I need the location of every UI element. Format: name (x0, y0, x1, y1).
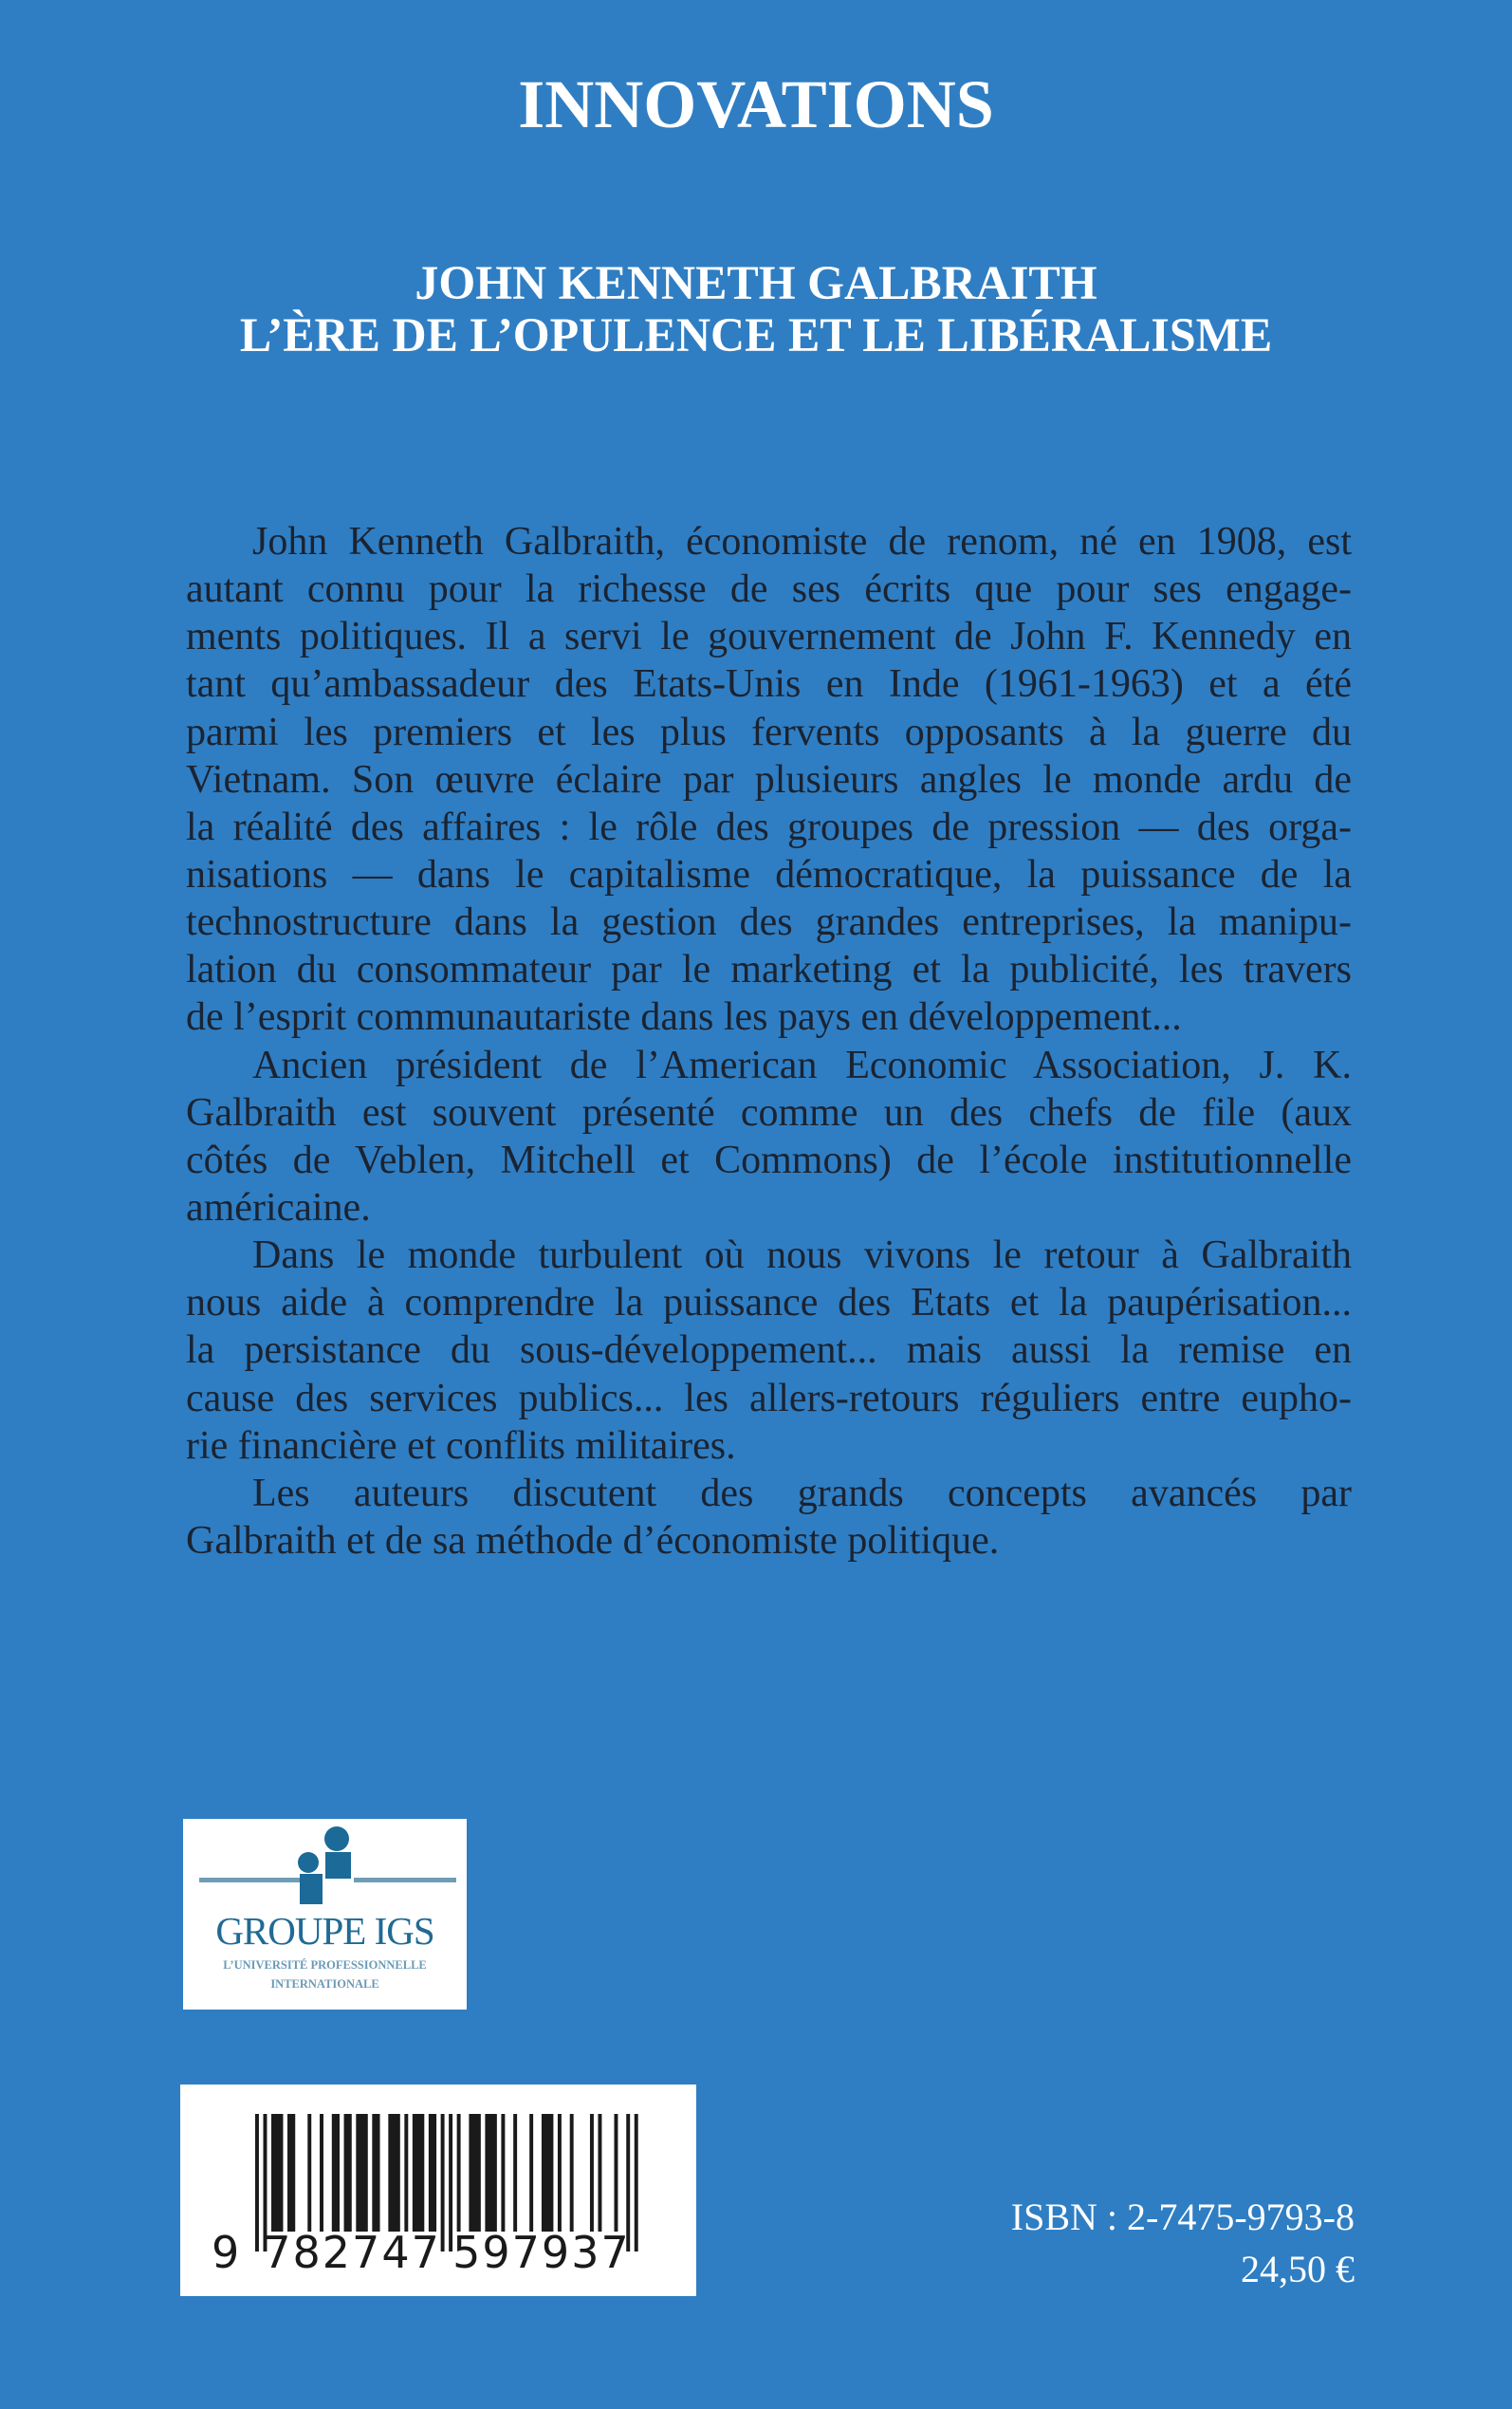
blurb-line: Dans le monde turbulent où nous vivons le retour à Galbraith (252, 1233, 1352, 1278)
blurb-line: côtés de Veblen, Mitchell et Commons) de l’école institutionnelle (186, 1138, 1352, 1182)
blurb-line: tant qu’ambassadeur des Etats-Unis en Inde (1961-1963) et a été (186, 662, 1352, 707)
blurb-line: la réalité des affaires : le rôle des groupes de pression — des orga- (186, 805, 1352, 849)
book-title-line-subtitle: L’ÈRE DE L’OPULENCE ET LE LIBÉRALISME (239, 309, 1273, 362)
blurb-line: cause des services publics... les allers-retours réguliers entre eupho- (186, 1376, 1352, 1420)
blurb-line: rie financière et conflits militaires. (186, 1423, 736, 1468)
blurb-line: Vietnam. Son œuvre éclaire par plusieurs angles le monde ardu de (186, 757, 1352, 802)
blurb-line: lation du consommateur par le marketing et la publicité, les travers (186, 948, 1352, 992)
blurb-line: Les auteurs discutent des grands concepts avancés par (252, 1471, 1352, 1515)
blurb-line: nous aide à comprendre la puissance des Etats et la paupérisation... (186, 1281, 1352, 1325)
publisher-logo (183, 1819, 467, 2010)
blurb-line: John Kenneth Galbraith, économiste de renom, né en 1908, est (252, 520, 1352, 564)
isbn-number: ISBN : 2-7475-9793-8 (1010, 2196, 1355, 2238)
back-cover-blurb (186, 518, 1352, 1565)
blurb-line: Galbraith et de sa méthode d’économiste politique. (186, 1518, 1000, 1563)
blurb-line: la persistance du sous-développement... mais aussi la remise en (186, 1328, 1352, 1373)
book-title (0, 258, 1512, 362)
series-title: INNOVATIONS (518, 66, 994, 142)
logo-name: GROUPE IGS (215, 1909, 434, 1953)
isbn-barcode (180, 2085, 696, 2296)
logo-tagline-line-1: L’UNIVERSITÉ PROFESSIONNELLE (223, 1958, 427, 1972)
logo-tagline-line-2: INTERNATIONALE (270, 1977, 379, 1991)
logo-rule-right (354, 1878, 456, 1882)
blurb-line: de l’esprit communautariste dans les pays en développement... (186, 995, 1182, 1040)
blurb-line: ments politiques. Il a servi le gouvernement de John F. Kennedy en (186, 615, 1352, 659)
blurb-line: Ancien président de l’American Economic Association, J. K. (252, 1043, 1352, 1087)
blurb-line: Galbraith est souvent présenté comme un des chefs de file (aux (186, 1090, 1352, 1135)
blurb-line: parmi les premiers et les plus fervents opposants à la guerre du (186, 710, 1352, 754)
blurb-line: américaine. (186, 1185, 371, 1230)
svg-text:782747: 782747 (263, 2227, 441, 2278)
barcode-icon (180, 2085, 696, 2296)
blurb-line: technostructure dans la gestion des grandes entreprises, la manipu- (186, 900, 1352, 945)
logo-rule-left (199, 1878, 300, 1882)
book-title-line-author: JOHN KENNETH GALBRAITH (415, 257, 1097, 310)
blurb-line: nisations — dans le capitalisme démocratique, la puissance de la (186, 852, 1352, 897)
svg-text:9: 9 (212, 2227, 240, 2278)
svg-text:597937: 597937 (452, 2227, 631, 2278)
price: 24,50 € (1241, 2248, 1355, 2290)
blurb-line: autant connu pour la richesse de ses écrits que pour ses engage- (186, 567, 1352, 612)
